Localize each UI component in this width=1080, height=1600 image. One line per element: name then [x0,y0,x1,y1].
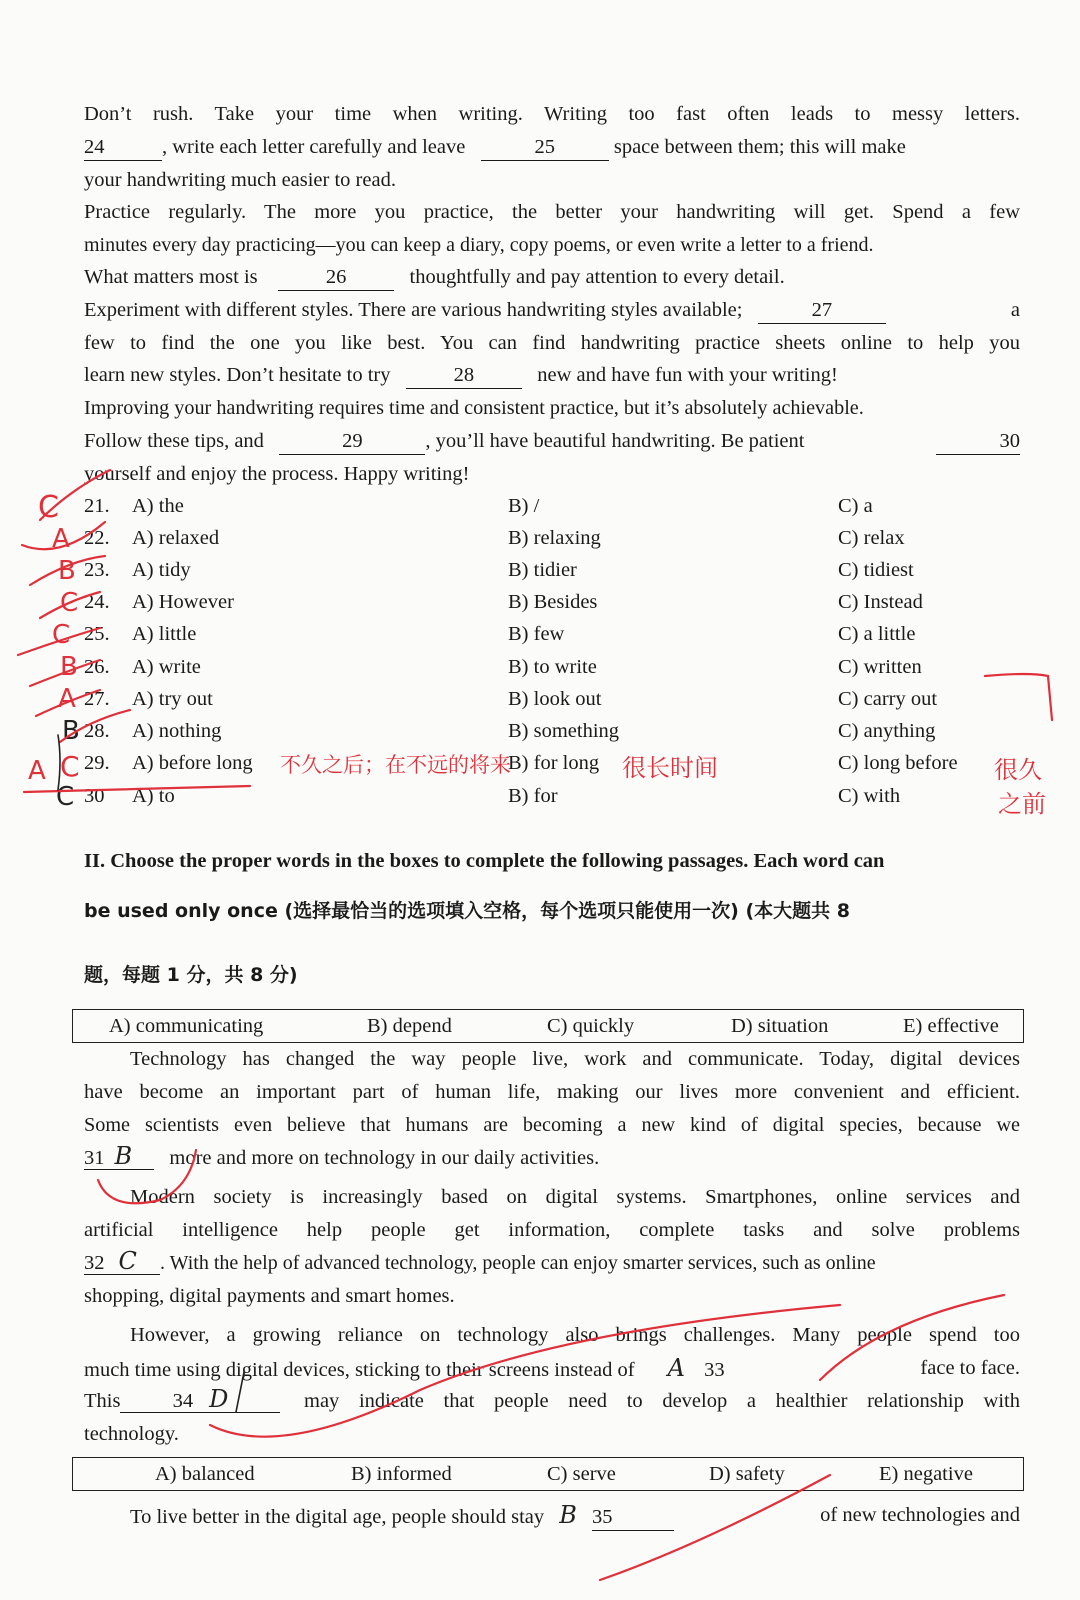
question-29 [0,748,1080,778]
option-b: B) tidier [508,559,577,581]
word-option: B) depend [367,1015,452,1037]
blank-number: 32 [84,1252,105,1274]
question-number: 22. [84,527,110,549]
option-b: B) for long [508,752,600,774]
blank-26: 26 [278,264,394,291]
question-number: 28. [84,720,110,742]
passage2-line: technology. [84,1423,179,1445]
blank-31 [84,1143,154,1170]
question-number: 30 [84,785,105,807]
text-run: may indicate that people need to develop a healthier relationship with [304,1390,1020,1412]
passage1-line [84,425,1020,457]
text-run: a [1010,299,1020,321]
option-c: C) a [838,495,873,517]
text-run: Follow these tips, and [84,430,264,452]
text-run: To live better in the digital age, people should stay [130,1506,545,1528]
passage3-line [130,1499,1020,1531]
question-28 [0,716,1080,746]
handwritten-answer: B [559,1501,577,1529]
blank-number: 31 [84,1147,105,1169]
option-a: A) relaxed [132,527,220,549]
section-heading: II. Choose the proper words in the boxes to complete the following passages. Each word can [84,850,885,872]
handwritten-answer: C [118,1247,137,1275]
passage2-line: have become an important part of human life, making our lives more convenient and efficient. [84,1081,1020,1103]
handwritten-answer: D [209,1385,229,1413]
option-a: A) write [132,656,201,678]
blank-30: 30 [936,428,1020,455]
passage1-line: few to find the one you like best. You can find handwriting practice sheets online to help you [84,332,1020,354]
option-b: B) look out [508,688,602,710]
section-instructions: be used only once (选择最恰当的选项填入空格，每个选项只能使用一次) (本大题共 8 [84,900,850,922]
question-number: 23. [84,559,110,581]
option-b: B) Besides [508,591,598,613]
blank-number: 34 [172,1390,194,1412]
passage2-line [84,1142,1020,1174]
option-b: B) for [508,785,558,807]
option-b: B) to write [508,656,597,678]
question-number: 27. [84,688,110,710]
option-c: C) long before [838,752,958,774]
word-option: E) effective [903,1015,999,1037]
option-c: C) carry out [838,688,938,710]
option-c: C) anything [838,720,936,742]
option-b: B) relaxing [508,527,601,549]
question-number: 26. [84,656,110,678]
blank-28: 28 [406,362,522,389]
question-number: 21. [84,495,110,517]
passage2-line [84,1385,1020,1417]
option-a: A) nothing [132,720,222,742]
answer-mark-22: A [52,524,70,554]
text-run: face to face. [920,1357,1020,1379]
blank-32 [84,1248,160,1275]
question-22 [0,523,1080,553]
question-23 [0,555,1080,585]
option-c: C) tidiest [838,559,914,581]
blank-25: 25 [481,134,609,161]
question-27 [0,684,1080,714]
question-number: 25. [84,623,110,645]
passage1-line: Practice regularly. The more you practice, the better your handwriting will get. Spend a few [84,201,1020,223]
passage2-line: Modern society is increasingly based on digital systems. Smartphones, online services and [130,1186,1020,1208]
question-26 [0,652,1080,682]
word-option: B) informed [351,1463,452,1485]
option-c: C) with [838,785,901,807]
text-run: This [84,1390,121,1412]
option-c: C) written [838,656,922,678]
answer-mark-30: C [56,782,75,812]
passage1-line: Don’t rush. Take your time when writing. Writing too fast often leads to messy letters. [84,103,1020,125]
question-25 [0,619,1080,649]
text-run: more and more on technology in our daily activities. [169,1147,600,1169]
passage1-line: yourself and enjoy the process. Happy writing! [84,463,470,485]
word-option: A) communicating [109,1015,264,1037]
passage2-line: Technology has changed the way people live, work and communicate. Today, digital devices [130,1048,1020,1070]
passage2-line [84,1247,1020,1279]
text-run: thoughtfully and pay attention to every detail. [409,266,785,288]
word-box-1 [72,1009,1024,1043]
question-number: 29. [84,752,110,774]
option-c: C) a little [838,623,916,645]
question-21 [0,491,1080,521]
option-a: A) However [132,591,234,613]
text-run: of new technologies and [820,1504,1020,1526]
text-run: , write each letter carefully and leave [162,136,466,158]
word-option: C) serve [547,1463,616,1485]
text-run: new and have fun with your writing! [537,364,838,386]
answer-mark-28: B [62,716,80,746]
blank-35: 35 [592,1504,674,1531]
option-b: B) few [508,623,565,645]
answer-mark-26: B [60,652,78,682]
blank-27: 27 [758,297,886,324]
passage2-line: shopping, digital payments and smart homes. [84,1285,455,1307]
text-run: What matters most is [84,266,258,288]
word-option: A) balanced [155,1463,255,1485]
text-run: much time using digital devices, sticking to their screens instead of [84,1359,635,1381]
option-a: A) to [132,785,175,807]
blank-29: 29 [279,428,425,455]
passage1-line: minutes every day practicing—you can keep a diary, copy poems, or even write a letter to a friend. [84,234,874,256]
question-number: 24. [84,591,110,613]
section-points: 题，每题 1 分，共 8 分) [84,964,298,986]
correction-mark-29: A [28,756,46,786]
passage2-line: However, a growing reliance on technology also brings challenges. Many people spend too [130,1324,1020,1346]
word-option: E) negative [879,1463,973,1485]
answer-mark-29: C [60,750,80,783]
option-a: A) tidy [132,559,191,581]
passage1-line [84,261,1020,293]
note-long-before-2: 之前 [998,790,1046,818]
passage1-line [84,359,1020,391]
answer-mark-21: C [38,490,59,525]
question-24 [0,587,1080,617]
note-for-long: 很长时间 [622,754,718,782]
blank-34 [120,1386,280,1413]
option-a: A) the [132,495,184,517]
answer-mark-24: C [60,588,79,618]
option-b: B) something [508,720,620,742]
answer-mark-27: A [58,684,76,714]
handwritten-answer: B [114,1142,133,1170]
passage1-line [84,131,1020,163]
word-box-2 [72,1457,1024,1491]
option-c: C) Instead [838,591,923,613]
passage1-line [84,294,1020,326]
passage2-line: Some scientists even believe that humans are becoming a new kind of digital species, because we [84,1114,1020,1136]
text-run: , you’ll have beautiful handwriting. Be patient [425,430,805,452]
handwritten-answer: A [667,1354,685,1382]
text-run: . With the help of advanced technology, people can enjoy smarter services, such as online [160,1252,876,1274]
option-c: C) relax [838,527,905,549]
word-option: C) quickly [547,1015,635,1037]
text-run: learn new styles. Don’t hesitate to try [84,364,391,386]
word-option: D) situation [731,1015,829,1037]
answer-mark-23: B [58,556,76,586]
blank-33: 33 [704,1359,725,1381]
text-run: space between them; this will make [613,136,906,158]
option-a: A) try out [132,688,213,710]
passage2-line [84,1352,1020,1384]
word-option: D) safety [709,1463,785,1485]
option-a: A) little [132,623,197,645]
note-before-long: 不久之后；在不远的将来 [280,753,511,777]
option-a: A) before long [132,752,253,774]
option-b: B) / [508,495,540,517]
passage2-line: artificial intelligence help people get information, complete tasks and solve problems [84,1219,1020,1241]
answer-mark-25: C [52,620,71,650]
blank-24: 24 [84,134,162,161]
note-long-before-1: 很久 [994,756,1042,784]
question-30 [0,781,1080,811]
text-run: Experiment with different styles. There are various handwriting styles available; [84,299,743,321]
passage1-line: Improving your handwriting requires time and consistent practice, but it’s absolutely achievable. [84,397,864,419]
passage1-line: your handwriting much easier to read. [84,169,396,191]
